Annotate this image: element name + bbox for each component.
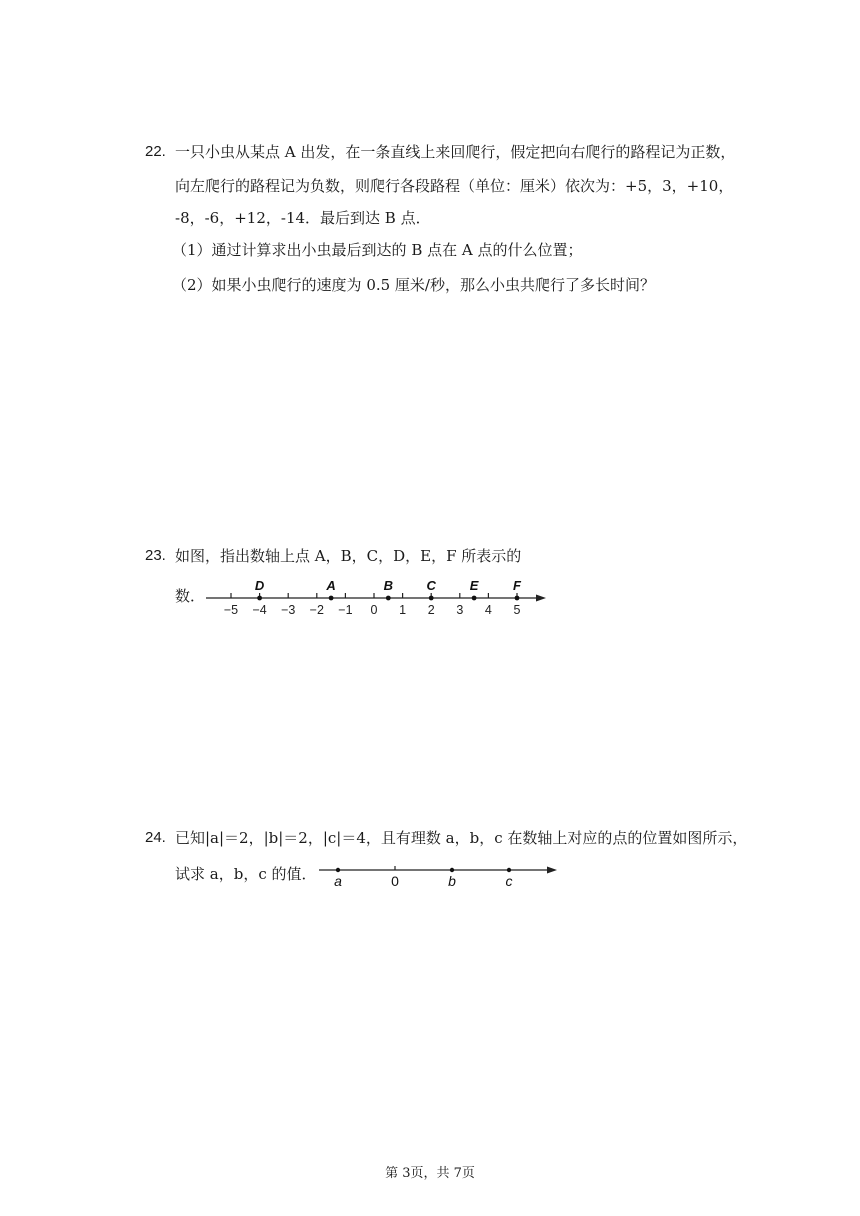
q23-point-label-d: D	[254, 578, 265, 593]
q23-tick-label: 1	[399, 603, 407, 617]
q23-point-dot-a	[329, 596, 334, 601]
q24-point-dot-a	[336, 868, 340, 872]
q24-point-dot-b	[450, 868, 454, 872]
q22-sub-question-1: （1）通过计算求出小虫最后到达的 B 点在 A 点的什么位置；	[172, 241, 583, 259]
q24-point-dot-c	[507, 868, 511, 872]
q24-text-line1: 已知|a|＝2，|b|＝2，|c|＝4，且有理数 a，b，c 在数轴上对应的点的位置如图所示，	[175, 829, 748, 847]
q23-point-label-a: A	[326, 578, 336, 593]
q22-text-line1: 一只小虫从某点 A 出发，在一条直线上来回爬行，假定把向右爬行的路程记为正数，	[175, 143, 736, 161]
q23-point-label-f: F	[513, 578, 521, 593]
q23-tick-label: −5	[223, 603, 239, 617]
q24-text-line2: 试求 a，b，c 的值．	[175, 865, 317, 883]
q23-text-line2: 数．	[175, 587, 206, 605]
q24-point-label-b: b	[448, 873, 456, 889]
q23-text-line1: 如图，指出数轴上点 A，B，C，D，E，F 所表示的	[175, 547, 522, 565]
q22-sub-question-2: （2）如果小虫爬行的速度为 0.5 厘米/秒，那么小虫共爬行了多长时间？	[172, 276, 655, 294]
q23-point-label-c: C	[426, 578, 436, 593]
q23-axis-arrow	[536, 595, 546, 602]
q22-text-line2: 向左爬行的路程记为负数，则爬行各段路程（单位：厘米）依次为：+5，3，+10，	[175, 177, 734, 195]
q22-text-line3: -8，-6，+12，-14．最后到达 B 点．	[175, 209, 431, 227]
q23-point-label-b: B	[383, 578, 393, 593]
q23-point-dot-e	[472, 596, 477, 601]
q23-point-dot-c	[429, 596, 434, 601]
q24-point-label-c: c	[505, 873, 513, 889]
q23-number: 23.	[145, 547, 166, 564]
q24-number-line	[315, 858, 565, 894]
q23-point-dot-d	[257, 596, 262, 601]
q23-tick-label: 0	[370, 603, 378, 617]
q24-point-label-a: a	[334, 873, 342, 889]
q23-tick-label: 2	[427, 603, 435, 617]
q23-point-dot-b	[386, 596, 391, 601]
q24-number: 24.	[145, 829, 166, 846]
q23-tick-label: −1	[338, 603, 353, 617]
q23-tick-label: −2	[309, 603, 324, 617]
q24-axis-arrow	[547, 867, 557, 874]
q23-tick-label: −4	[252, 603, 267, 617]
q23-tick-label: −3	[281, 603, 296, 617]
q23-tick-label: 4	[484, 603, 492, 617]
q24-origin-label: 0	[391, 873, 399, 889]
page-footer: 第 3页，共 7页	[385, 1166, 475, 1181]
q23-point-dot-f	[515, 596, 520, 601]
q23-tick-label: 3	[456, 603, 464, 617]
q23-tick-label: 5	[513, 603, 521, 617]
q23-number-line	[200, 572, 560, 620]
q23-point-label-e: E	[469, 578, 479, 593]
q22-number: 22.	[145, 143, 166, 160]
